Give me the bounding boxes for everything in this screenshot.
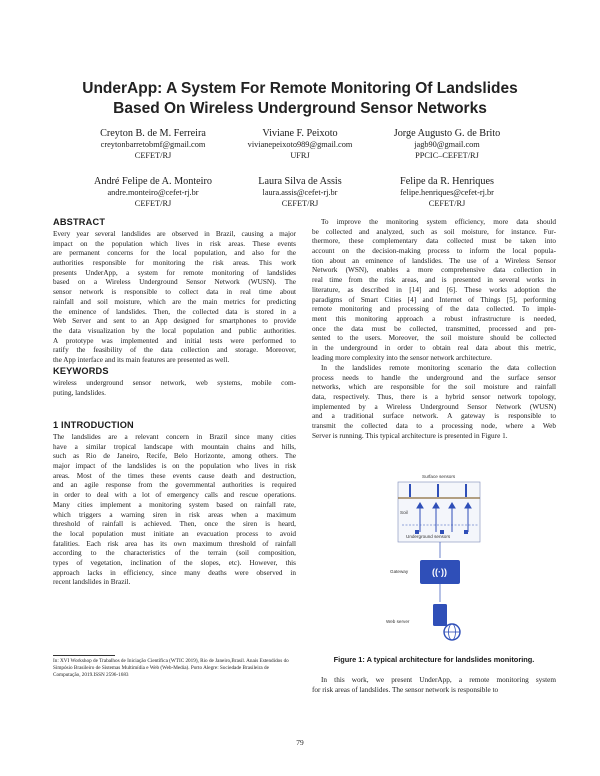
- text-line: sensor network is responsible to collect data in real time about: [53, 288, 296, 297]
- text-line: recent landslides in Brazil.: [53, 578, 131, 587]
- keywords-section: [53, 366, 296, 398]
- text-line: remote monitoring and processing of the data collected. To imple-: [312, 305, 556, 314]
- text-line: Network (WSN), enables a more comprehensive data collection in: [312, 266, 556, 275]
- author-affiliation: CEFET/RJ: [134, 150, 172, 160]
- footnote-rule: [53, 655, 115, 656]
- keywords-text: [53, 379, 296, 398]
- text-line: puting, landslides.: [53, 388, 106, 397]
- author-name: Laura Silva de Assis: [258, 176, 342, 187]
- footnote: [53, 658, 296, 679]
- author-email[interactable]: creytonbarretobmf@gmail.com: [100, 140, 206, 149]
- text-line: major impact of the landslides is on the population who lives in risk: [53, 462, 296, 471]
- abstract-text: [53, 230, 296, 366]
- text-line: Web Server and sent to an App designed for smartphones to provide: [53, 317, 296, 326]
- web-server-label: Web server: [386, 619, 410, 624]
- surface-sensors-label: Surface sensors: [422, 474, 456, 479]
- text-line: the App interface and its main features are presented as well.: [53, 355, 230, 364]
- text-line: are permanent concerns for the local population, and also for the: [53, 249, 296, 258]
- text-line: be collected and analyzed, such as soil moisture, for instance. Fur-: [312, 227, 556, 236]
- text-line: Every year several landslides are observed in Brazil, causing a major: [53, 230, 296, 238]
- introduction-section: [53, 420, 296, 588]
- text-line: thermore, these complementary data collected must be taken into: [312, 237, 556, 246]
- text-line: To improve the monitoring system efficiency, more data should: [321, 218, 556, 226]
- text-line: in order to deal with a lot of emergency calls and rescue operations.: [53, 491, 296, 500]
- text-line: transmit the collected data to a processing node, where a Web: [312, 422, 556, 431]
- author-block: [357, 127, 537, 161]
- text-line: impact on the population which lives in risk areas. These events: [53, 239, 296, 248]
- text-line: networks, which are responsible for the soil moisture and rainfall: [312, 383, 556, 392]
- text-line: areas. Most of the times these events cause death and destruction,: [53, 471, 296, 480]
- introduction-text: [53, 433, 296, 588]
- underground-sensor-icon: [464, 530, 468, 534]
- text-line: real time from the risk areas, and is presented in several works in: [312, 276, 556, 285]
- text-line: Brasil. Anais Estendidos do Simpósio Brasileiro de Sistemas Multimídia e Web (Web-: [53, 658, 289, 671]
- author-name: Jorge Augusto G. de Brito: [393, 128, 501, 139]
- author-affiliation: CEFET/RJ: [281, 198, 319, 208]
- soil-label: Soil: [400, 510, 408, 515]
- paragraph-text: [312, 364, 556, 442]
- text-line: approach lacks in efficiency, since many deaths were observed in: [53, 568, 296, 577]
- author-affiliation: CEFET/RJ: [134, 198, 172, 208]
- text-line: have a similar tropical landscape with mountain chains and hills,: [53, 442, 296, 451]
- text-line: which triggers a warning siren in risk areas when a maximum: [53, 510, 296, 519]
- page-number: 79: [296, 738, 304, 747]
- text-line: ratify the feasibility of the data collection and storage. Moreover,: [53, 346, 296, 355]
- text-line: once the data must be collected, transmitted, processed and pre-: [312, 324, 556, 333]
- text-line: Many cities implement a monitoring system based on rainfall rate,: [53, 500, 296, 509]
- text-line: Media). Porto Alegre: Sociedade Brasileira de Computação, 2019.: [53, 664, 269, 678]
- paragraph-text: [312, 218, 556, 363]
- text-line: wireless underground sensor network, web systems, mobile com-: [53, 379, 296, 387]
- author-email[interactable]: vivianepeixoto989@gmail.com: [247, 140, 353, 149]
- text-line: account on the decision-making process to inform the local popula-: [312, 247, 556, 256]
- author-email[interactable]: andre.monteiro@cefet-rj.br: [107, 188, 199, 197]
- author-block: [357, 175, 537, 209]
- author-affiliation: CEFET/RJ: [428, 198, 466, 208]
- keywords-heading: KEYWORDS: [53, 366, 109, 376]
- text-line: implemented by a Wireless Underground Sensor Network (WUSN): [312, 402, 556, 411]
- text-line: In: XVI Workshop de Trabalhos de Iniciação Científica (WTIC 2019), Rio de Janeiro,: [53, 658, 232, 664]
- paper-title-line-2: Based On Wireless Underground Sensor Networks: [113, 100, 487, 117]
- figure-caption: Figure 1: A typical architecture for landslides monitoring.: [333, 655, 535, 664]
- text-line: A prototype was implemented and initial tests were performed to: [53, 336, 296, 345]
- text-line: and an agile response from the governmental authorities is required: [53, 481, 296, 490]
- text-line: fatalities. Each risk area has its own maximum threshold of rainfall: [53, 539, 296, 548]
- author-name: Viviane F. Peixoto: [262, 128, 338, 139]
- paper-title-line-1: UnderApp: A System For Remote Monitoring Of Landslides: [82, 80, 518, 97]
- right-column-paragraph-1: [312, 218, 556, 363]
- text-line: presents UnderApp, a system for remote monitoring of landslides: [53, 268, 296, 277]
- text-line: literature, as described in [14] and [6]. These works adoption the: [312, 285, 556, 294]
- text-line: the eminence of landslides. Then, the collected data is stored in a: [53, 307, 296, 316]
- text-line: data, respectively. Thus, there is a hybrid sensor network topology,: [312, 393, 556, 402]
- text-line: In the landslides remote monitoring scenario the data collection: [321, 364, 556, 372]
- architecture-diagram: [380, 470, 500, 642]
- text-line: sented to the users. Moreover, the soil moisture should be collected: [312, 334, 556, 343]
- author-email[interactable]: felipe.henriques@cefet-rj.br: [400, 188, 494, 197]
- text-line: the data visualization by the local population and public authorities.: [53, 326, 296, 335]
- right-column-paragraph-2: [312, 364, 556, 442]
- text-line: Server is running. This typical architecture is presented in Figure 1.: [312, 431, 508, 440]
- paragraph-text: [312, 676, 556, 695]
- author-name: André Felipe de A. Monteiro: [94, 176, 212, 187]
- gateway-label: Gateway: [390, 569, 409, 574]
- text-line: such as Rio de Janeiro, Recife, Belo Horizonte, among others. The: [53, 452, 296, 461]
- text-line: types of vegetation, inclination of the slopes, etc). However, this: [53, 558, 296, 567]
- gateway-symbol: ((·)): [432, 567, 447, 577]
- author-name: Felipe da R. Henriques: [400, 176, 494, 187]
- text-line: authorities responsible for monitoring the risk areas. This work: [53, 259, 296, 268]
- text-line: in the underground in order to obtain real data about this metric,: [312, 343, 556, 352]
- text-line: The landslides are a relevant concern in Brazil since many cities: [53, 433, 296, 441]
- author-name: Creyton B. de M. Ferreira: [100, 128, 206, 139]
- text-line: threshold of rainfall is achieved. Then, once the siren is heard,: [53, 520, 296, 529]
- text-line: process needs to handle the underground and the surface sensor: [312, 373, 556, 382]
- underground-sensors-label: Underground sensors: [406, 534, 451, 539]
- text-line: rainfall and soil moisture, which are the main metrics for predicting: [53, 297, 296, 306]
- text-line: and a traditional surface network. A gateway is responsible to: [312, 412, 556, 421]
- abstract-section: [53, 217, 296, 366]
- author-email[interactable]: laura.assis@cefet-rj.br: [262, 188, 338, 197]
- author-email[interactable]: jagb90@gmail.com: [414, 140, 480, 149]
- text-line: the local population must initiate an evacuation process to avoid: [53, 529, 296, 538]
- right-column-paragraph-3: [312, 676, 556, 695]
- text-line: ment this monitoring approach a robust infrastructure is needed,: [312, 314, 556, 323]
- server-icon: [433, 604, 447, 626]
- text-line: leading more complexity into the sensor network architecture.: [312, 353, 492, 362]
- architecture-figure: [380, 470, 500, 642]
- text-line: ISSN 2596-1683: [93, 671, 129, 678]
- text-line: tion about an eminence of landslides. The use of a Wireless Sensor: [312, 256, 556, 265]
- introduction-heading: 1 INTRODUCTION: [53, 420, 134, 430]
- text-line: according to the characteristics of the terrain (soil composition,: [53, 549, 296, 558]
- text-line: In this work, we present UnderApp, a remote monitoring system: [321, 676, 556, 684]
- abstract-heading: ABSTRACT: [53, 217, 106, 227]
- author-affiliation: UFRJ: [290, 150, 310, 160]
- author-affiliation: PPCIC–CEFET/RJ: [415, 150, 479, 160]
- text-line: based on a Wireless Underground Sensor Network (WUSN). The: [53, 278, 296, 287]
- text-line: paradigms of Smart Cities [4] and Internet of Things [5], performing: [312, 295, 556, 304]
- text-line: for risk areas of landslides. The sensor network is responsible to: [312, 685, 499, 694]
